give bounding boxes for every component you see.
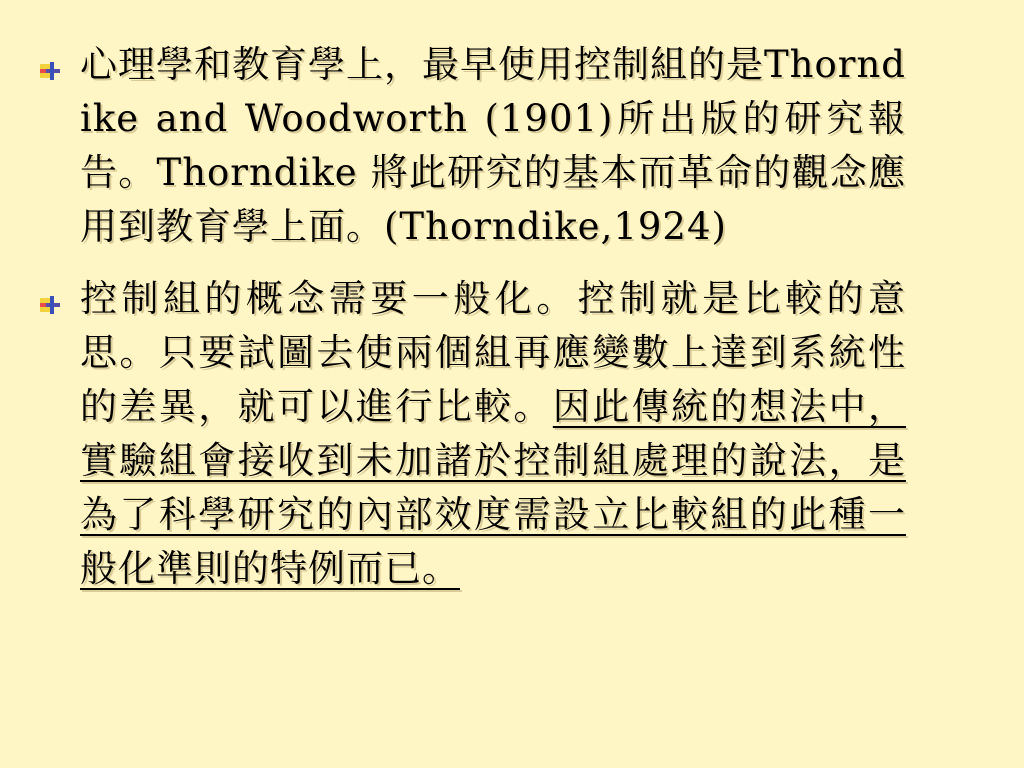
bullet-plus-icon [38, 294, 64, 316]
bullet-text-1: 心理學和教育學上，最早使用控制組的是Thorndike and Woodworth (1901)所出版的研究報告。Thorndike 將此研究的基本而革命的觀念應用到教育學上面。(Thorndike,1924) [80, 43, 906, 248]
bullet-plus-icon [38, 60, 64, 82]
bullet-item-2 [36, 272, 906, 596]
bullet-list [36, 38, 906, 614]
bullet-text-2-underlined: 因此傳統的想法中，實驗組會接收到未加諸於控制組處理的說法，是為了科學研究的內部效度需設立比較組的此種一般化準則的特例而已。 [80, 385, 907, 590]
bullet-item-1 [36, 38, 906, 254]
bullet-text-2-plain: 控制組的概念需要一般化。控制就是比較的意思。只要試圖去使兩個組再應變數上達到系統性的差異，就可以進行比較。 [80, 277, 906, 428]
bullet-text-2 [80, 272, 906, 596]
